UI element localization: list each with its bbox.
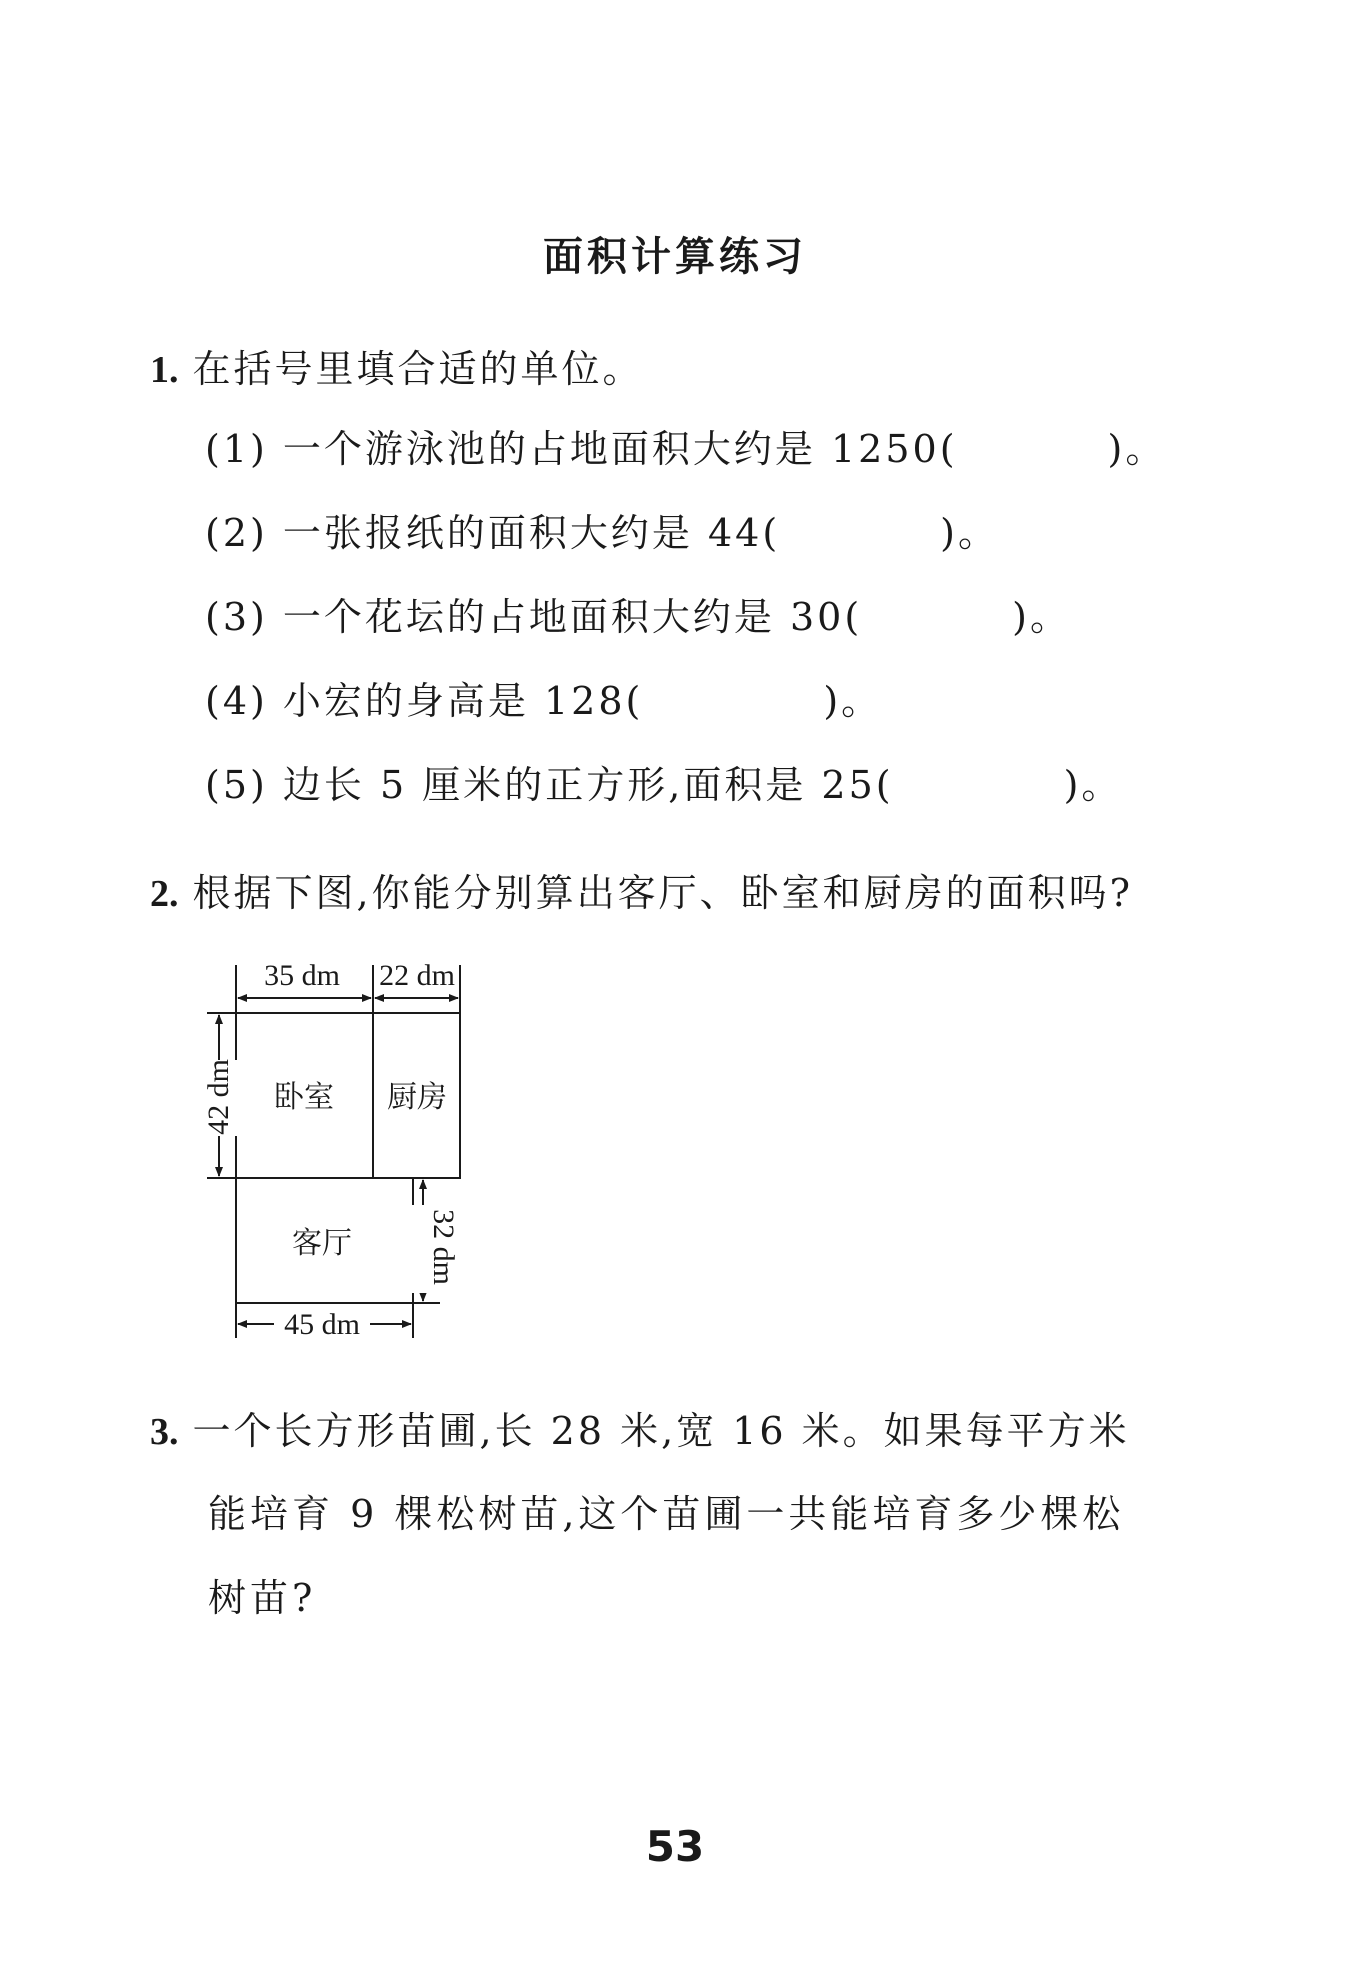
question-3-line-3: 树苗? — [208, 1576, 317, 1620]
room-bedroom: 卧室 — [274, 1081, 334, 1114]
label-width-top-left: 35 dm — [264, 959, 340, 992]
question-2-text: 根据下图,你能分别算出客厅、卧室和厨房的面积吗? — [192, 871, 1133, 915]
item-3-suffix: )。 — [1012, 595, 1071, 639]
item-5-suffix: )。 — [1063, 763, 1123, 807]
label-width-bottom: 45 dm — [284, 1308, 360, 1341]
item-1-prefix: (1) 一个游泳池的占地面积大约是 1250( — [205, 427, 958, 471]
question-3-line-1: 一个长方形苗圃,长 28 米,宽 16 米。如果每平方米 — [192, 1409, 1130, 1453]
question-3 — [150, 1400, 1130, 1455]
label-height-left: 42 dm — [202, 1059, 235, 1135]
label-width-top-right: 22 dm — [379, 959, 455, 992]
page-title: 面积计算练习 — [543, 234, 807, 280]
item-4-suffix: )。 — [823, 679, 883, 723]
question-3-number: 3. — [150, 1411, 179, 1453]
label-height-right: 32 dm — [427, 1209, 460, 1285]
question-1-number: 1. — [150, 349, 179, 391]
item-4-prefix: (4) 小宏的身高是 128( — [205, 679, 644, 723]
room-living: 客厅 — [292, 1227, 352, 1260]
question-2-number: 2. — [150, 873, 179, 915]
question-3-line-2: 能培育 9 棵松树苗,这个苗圃一共能培育多少棵松 — [208, 1492, 1125, 1536]
page-number: 53 — [645, 1822, 705, 1871]
item-3-prefix: (3) 一个花坛的占地面积大约是 30( — [205, 595, 863, 639]
item-2-suffix: )。 — [940, 511, 999, 555]
item-5-prefix: (5) 边长 5 厘米的正方形,面积是 25( — [205, 763, 894, 807]
item-2-prefix: (2) 一张报纸的面积大约是 44( — [205, 511, 781, 555]
room-kitchen: 厨房 — [387, 1081, 447, 1114]
question-1-text: 在括号里填合适的单位。 — [192, 347, 644, 391]
item-1-suffix: )。 — [1107, 427, 1167, 471]
